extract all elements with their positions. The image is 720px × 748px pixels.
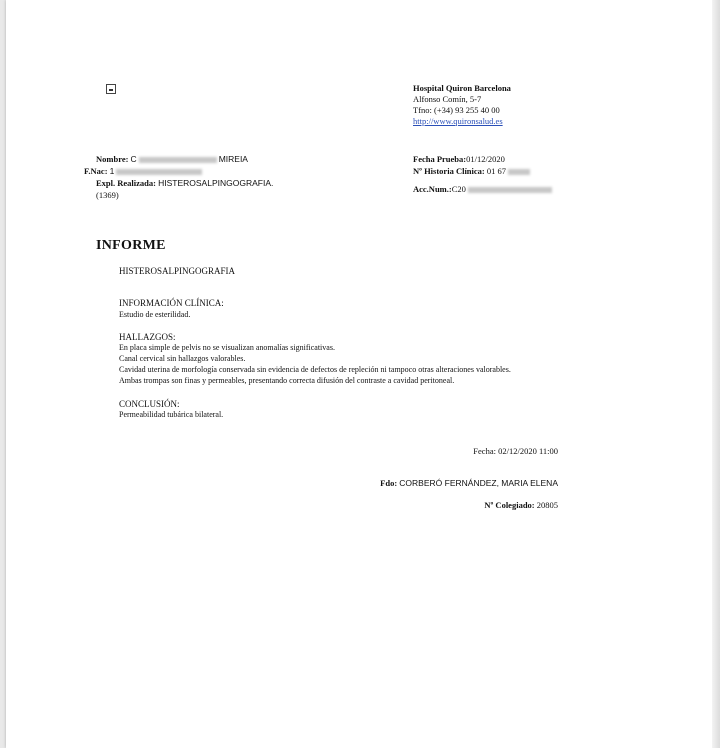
exam-label: Expl. Realizada: bbox=[96, 178, 156, 188]
license-label: Nº Colegiado: bbox=[484, 500, 535, 510]
exam-code: (1369) bbox=[96, 190, 119, 200]
patient-name-end: MIREIA bbox=[218, 154, 248, 164]
report-date-label: Fecha: bbox=[473, 446, 496, 456]
signed-by-label: Fdo: bbox=[380, 478, 398, 488]
license-row bbox=[484, 500, 558, 511]
report-exam-name: HISTEROSALPINGOGRAFIA bbox=[119, 266, 236, 276]
conclusion-text: Permeabilidad tubárica bilateral. bbox=[119, 410, 224, 419]
conclusion-title: CONCLUSIÓN: bbox=[119, 399, 180, 409]
accession-value-start: C20 bbox=[451, 184, 466, 194]
license-value: 20805 bbox=[536, 500, 558, 510]
signed-by-name: CORBERÓ FERNÁNDEZ, MARIA ELENA bbox=[399, 478, 558, 488]
patient-dob-start: 1 bbox=[109, 166, 115, 176]
finding-line: Cavidad uterina de morfología conservada sin evidencia de defectos de repleción ni tampoco otras alteraciones valorables. bbox=[119, 365, 511, 374]
finding-line: En placa simple de pelvis no se visualizan anomalías significativas. bbox=[119, 343, 335, 352]
accession-label: Acc.Num.: bbox=[413, 184, 452, 194]
finding-line: Canal cervical sin hallazgos valorables. bbox=[119, 354, 246, 363]
patient-dob-row bbox=[84, 166, 204, 177]
hospital-phone: Tfno: (+34) 93 255 40 00 bbox=[413, 105, 500, 115]
exam-value: HISTEROSALPINGOGRAFIA. bbox=[158, 178, 274, 188]
document-page bbox=[6, 0, 712, 748]
redacted-block bbox=[468, 187, 552, 193]
patient-name-label: Nombre: bbox=[96, 154, 129, 164]
clinical-info-title: INFORMACIÓN CLÍNICA: bbox=[119, 298, 224, 308]
history-value-start: 01 67 bbox=[486, 166, 506, 176]
redacted-block bbox=[116, 169, 202, 175]
hospital-name: Hospital Quiron Barcelona bbox=[413, 83, 511, 93]
hospital-logo-icon bbox=[106, 84, 116, 94]
patient-dob-label: F.Nac: bbox=[84, 166, 108, 176]
signed-by-row bbox=[380, 478, 558, 489]
accession-row bbox=[413, 184, 554, 195]
test-date-label: Fecha Prueba: bbox=[413, 154, 467, 164]
patient-name-row bbox=[96, 154, 248, 165]
hospital-website-link[interactable]: http://www.quironsalud.es bbox=[413, 116, 503, 126]
finding-line: Ambas trompas son finas y permeables, presentando correcta difusión del contraste a cavidad peritoneal. bbox=[119, 376, 455, 385]
history-label: Nº Historia Clínica: bbox=[413, 166, 485, 176]
test-date-value: 01/12/2020 bbox=[466, 154, 505, 164]
page-edge-shadow bbox=[712, 0, 720, 748]
report-date-value: 02/12/2020 11:00 bbox=[498, 446, 558, 456]
patient-name-start: C bbox=[130, 154, 137, 164]
redacted-block bbox=[508, 169, 530, 175]
redacted-block bbox=[139, 157, 217, 163]
hospital-address: Alfonso Comín, 5-7 bbox=[413, 94, 482, 104]
clinical-info-text: Estudio de esterilidad. bbox=[119, 310, 191, 319]
exam-row bbox=[96, 178, 273, 189]
test-date-row bbox=[413, 154, 505, 165]
report-heading: INFORME bbox=[96, 238, 166, 253]
report-date-row bbox=[473, 446, 558, 457]
findings-title: HALLAZGOS: bbox=[119, 332, 176, 342]
history-row bbox=[413, 166, 532, 177]
